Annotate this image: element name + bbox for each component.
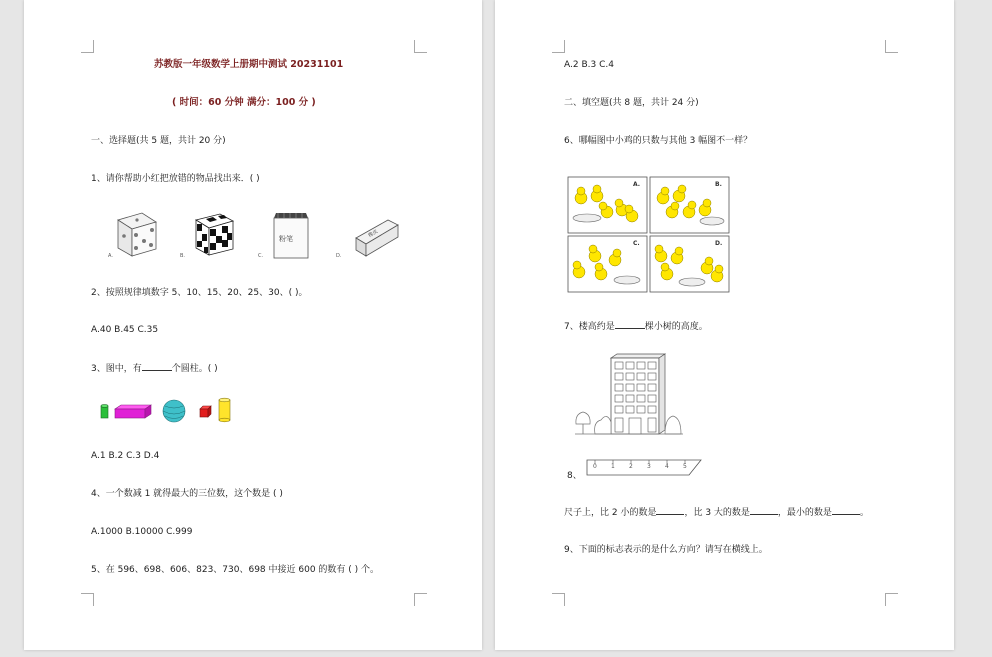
ruler-tick-5: 5 xyxy=(683,463,687,470)
margin-corner-bottom-right xyxy=(885,593,898,606)
margin-corner-top-left xyxy=(81,40,94,53)
answer-blank xyxy=(750,506,778,515)
question-9: 9、下面的标志表示的是什么方向？请写在横线上。 xyxy=(564,545,768,555)
panel-letter-d: D. xyxy=(715,240,723,247)
margin-corner-bottom-right xyxy=(414,593,427,606)
question-8-number: 8、 xyxy=(567,471,582,481)
panel-letter-a: A. xyxy=(633,181,641,188)
question-1: 1、请你帮助小红把放错的物品找出来．( ) xyxy=(91,174,260,184)
checkered-cube-image xyxy=(196,214,233,255)
question-8-part-b: ，比 3 大的数是 xyxy=(684,508,750,518)
question-2: 2、按照规律填数字 5、10、15、20、25、30、( )。 xyxy=(91,288,308,298)
question-8-end: 。 xyxy=(859,508,869,518)
eraser-image xyxy=(356,220,398,256)
document-subtitle: ( 时间：60 分钟 满分：100 分 ) xyxy=(172,97,316,108)
ruler-tick-2: 2 xyxy=(629,463,633,470)
margin-corner-top-right xyxy=(885,40,898,53)
section-heading-choice: 一、选择题(共 5 题，共计 20 分) xyxy=(91,136,226,146)
panel-letter-c: C. xyxy=(633,240,640,247)
question-2-options: A.40 B.45 C.35 xyxy=(91,325,159,335)
answer-blank xyxy=(615,320,645,329)
dice-image xyxy=(118,213,156,256)
q7-building-figure xyxy=(573,352,685,438)
document-page-right xyxy=(495,0,954,650)
margin-corner-bottom-left xyxy=(552,593,565,606)
question-3-options: A.1 B.2 C.3 D.4 xyxy=(91,451,160,461)
ruler-tick-0: 0 xyxy=(593,463,597,470)
q1-objects-figure xyxy=(106,208,406,263)
margin-corner-top-left xyxy=(552,40,565,53)
answer-blank xyxy=(832,506,860,515)
small-tree-left xyxy=(576,412,590,434)
question-3 xyxy=(91,362,218,375)
teal-sphere-shape xyxy=(163,400,185,422)
margin-corner-top-right xyxy=(414,40,427,53)
question-4: 4、一个数减 1 就得最大的三位数，这个数是 ( ) xyxy=(91,489,283,499)
answer-blank xyxy=(656,506,684,515)
answer-blank xyxy=(142,362,172,371)
ruler-tick-1: 1 xyxy=(611,463,615,470)
yellow-cylinder-shape xyxy=(219,398,230,422)
question-8-part-a: 尺子上，比 2 小的数是 xyxy=(564,508,657,518)
green-cylinder-shape xyxy=(101,405,108,418)
q3-shapes-figure xyxy=(99,397,239,425)
option-letter-a: A. xyxy=(108,253,113,259)
q6-chicks-figure xyxy=(567,176,732,296)
question-5: 5、在 596、698、606、823、730、698 中接近 600 的数有 ( ) 个。 xyxy=(91,565,380,575)
option-letter-b: B. xyxy=(180,253,186,259)
question-6: 6、哪幅图中小鸡的只数与其他 3 幅图不一样？ xyxy=(564,136,753,146)
question-3-text-before: 3、图中，有 xyxy=(91,364,142,374)
question-3-text-after: 个圆柱。( ) xyxy=(171,364,218,374)
q8-ruler-figure xyxy=(585,458,703,478)
magenta-cuboid-shape xyxy=(115,405,151,418)
eraser-label: 橡皮 xyxy=(367,228,380,240)
question-7-text-after: 棵小树的高度。 xyxy=(644,322,708,332)
question-4-options: A.1000 B.10000 C.999 xyxy=(91,527,193,537)
document-title: 苏教版一年级数学上册期中测试 20231101 xyxy=(154,59,344,70)
ruler-tick-3: 3 xyxy=(647,463,651,470)
margin-corner-bottom-left xyxy=(81,593,94,606)
question-7 xyxy=(564,320,708,333)
option-letter-d: D. xyxy=(336,253,342,259)
chalk-box-label: 粉笔 xyxy=(279,235,293,243)
panel-letter-b: B. xyxy=(715,181,722,188)
section-heading-fill-blank: 二、填空题(共 8 题，共计 24 分) xyxy=(564,98,699,108)
question-7-text-before: 7、楼高约是 xyxy=(564,322,615,332)
question-8-part-c: ，最小的数是 xyxy=(777,508,832,518)
red-cube-shape xyxy=(200,406,211,417)
question-5-options: A.2 B.3 C.4 xyxy=(564,60,614,70)
document-page-left xyxy=(24,0,482,650)
question-8-text xyxy=(564,506,869,519)
ruler-tick-4: 4 xyxy=(665,463,669,470)
option-letter-c: C. xyxy=(258,253,264,259)
tall-building xyxy=(611,354,665,434)
